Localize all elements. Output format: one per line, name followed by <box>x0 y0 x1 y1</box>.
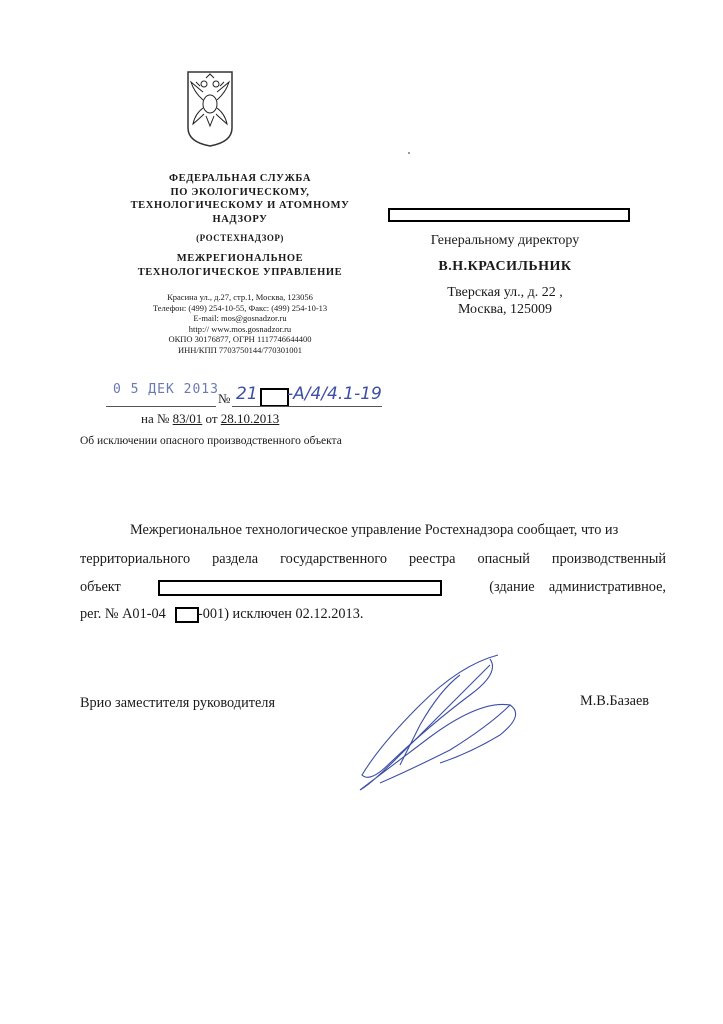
contact-block <box>80 292 400 355</box>
recipient-city: Москва, 125009 <box>457 302 553 317</box>
body-line-2: территориального раздела государственного реестра опасный производственный <box>80 551 666 567</box>
dept-line: МЕЖРЕГИОНАЛЬНОЕ <box>176 253 304 264</box>
reply-date: 28.10.2013 <box>220 411 280 426</box>
body-line-3-end: (здание административное, <box>489 579 666 595</box>
reply-from: от <box>205 411 218 426</box>
body-line-4-end: -001) исключен 02.12.2013. <box>198 606 364 622</box>
handwritten-signature <box>340 645 540 795</box>
signatory-position: Врио заместителя руководителя <box>80 695 276 711</box>
body-line-1: Межрегиональное технологическое управление Ростехнадзора сообщает, что из <box>130 522 619 538</box>
org-line: НАДЗОРУ <box>212 213 268 225</box>
state-emblem-icon <box>186 70 234 148</box>
org-name <box>80 172 400 226</box>
org-short-name: (РОСТЕХНАДЗОР) <box>196 233 284 243</box>
body-line-4-start: рег. № А01-04 <box>80 606 166 622</box>
letter-subject: Об исключении опасного производственного объекта <box>80 435 342 447</box>
redacted-reg-number <box>175 607 199 623</box>
redacted-object-name <box>158 580 442 596</box>
dept-line: ТЕХНОЛОГИЧЕСКОЕ УПРАВЛЕНИЕ <box>137 266 343 278</box>
redacted-number <box>260 388 289 407</box>
contact-website: http:// www.mos.gosnadzor.ru <box>188 323 292 334</box>
contact-okpo: ОКПО 30176877, ОГРН 1117746644400 <box>168 334 312 344</box>
recipient-position: Генеральному директору <box>430 233 580 248</box>
contact-address: Красина ул., д.27, стр.1, Москва, 123056 <box>167 292 313 302</box>
handwritten-number-suffix: -А/4/4.1-19 <box>287 384 382 404</box>
body-line-3-start: объект <box>80 579 121 595</box>
redacted-recipient <box>388 208 630 222</box>
signatory-name: М.В.Базаев <box>580 693 650 709</box>
scan-speck <box>408 152 410 154</box>
date-underline <box>106 406 216 407</box>
recipient-name: В.Н.КРАСИЛЬНИК <box>438 259 572 274</box>
reply-reference <box>141 411 279 427</box>
reply-number: 83/01 <box>172 411 203 426</box>
org-line: ТЕХНОЛОГИЧЕСКОМУ И АТОМНОМУ <box>130 200 350 211</box>
reply-prefix: на № <box>141 411 170 426</box>
recipient-street: Тверская ул., д. 22 , <box>447 285 563 300</box>
org-line: ПО ЭКОЛОГИЧЕСКОМУ, <box>170 186 310 198</box>
org-line: ФЕДЕРАЛЬНАЯ СЛУЖБА <box>168 173 312 184</box>
number-label: № <box>218 391 231 406</box>
handwritten-number-prefix: 21 <box>236 384 258 404</box>
department-name <box>80 252 400 279</box>
registration-stamp-date: 0 5 ДЕК 2013 <box>113 382 219 397</box>
contact-phone: Телефон: (499) 254-10-55, Факс: (499) 254-10-13 <box>152 302 328 313</box>
contact-inn: ИНН/КПП 7703750144/770301001 <box>178 344 302 355</box>
number-underline <box>232 406 382 407</box>
contact-email: E-mail: mos@gosnadzor.ru <box>193 313 287 323</box>
